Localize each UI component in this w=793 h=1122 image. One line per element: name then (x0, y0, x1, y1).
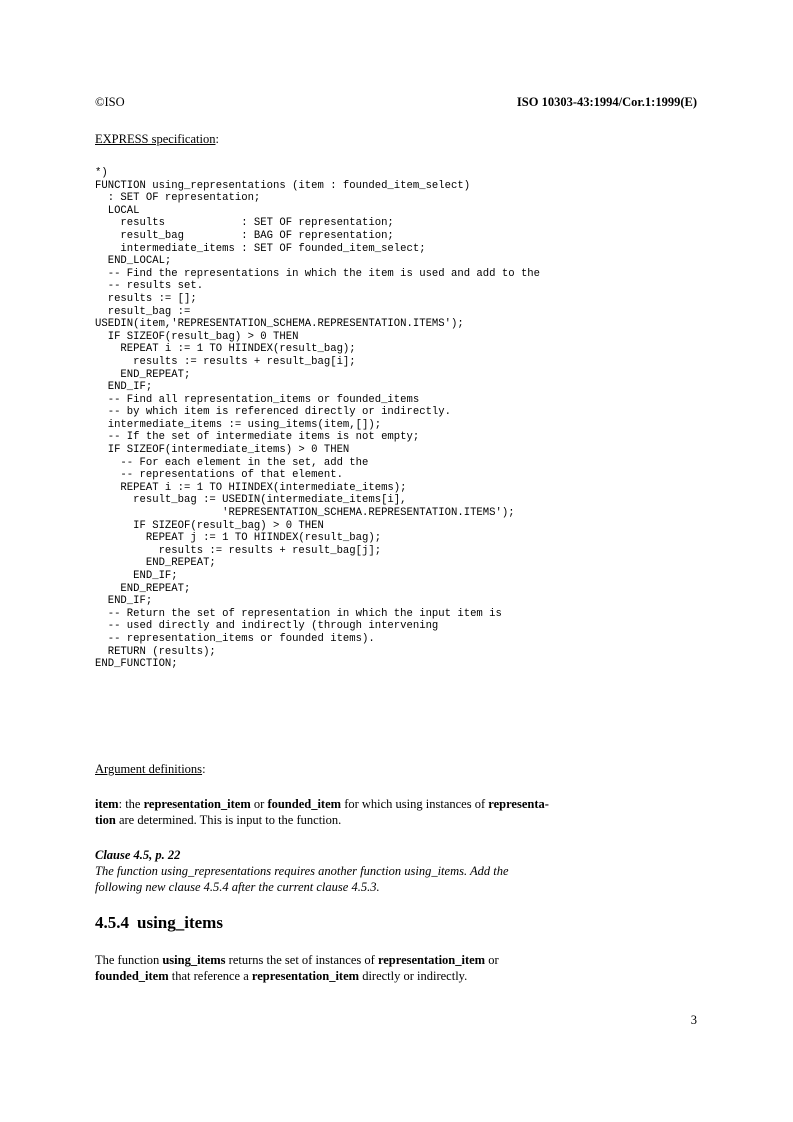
arg-bold-term: founded_item (267, 797, 342, 811)
code-line: : SET OF representation; (95, 192, 261, 205)
argument-definitions-colon: : (202, 762, 206, 776)
code-line: END_IF; (95, 570, 178, 582)
express-spec-colon: : (215, 132, 219, 146)
section-body (95, 952, 695, 984)
arg-bold-term: representation_item (143, 797, 251, 811)
code-line: END_IF; (95, 595, 153, 608)
code-line: -- Return the set of representation in which the input item is (95, 607, 502, 620)
body-bold-term: representation_item (251, 969, 360, 983)
arg-bold-term: tion (95, 813, 116, 827)
code-line: -- by which item is referenced directly or indirectly. (95, 406, 452, 419)
code-line: results := results + result_bag[i]; (95, 355, 356, 368)
code-line: -- representation_items or founded items). (95, 632, 375, 645)
code-line: RETURN (results); (95, 645, 216, 658)
code-line: -- For each element in the set, add the (95, 456, 369, 469)
arg-term: item (95, 797, 119, 811)
arg-text: or (250, 797, 268, 811)
body-bold-term: representation_item (377, 953, 486, 967)
code-line: USEDIN(item,'REPRESENTATION_SCHEMA.REPRESENTATION.ITEMS'); (95, 318, 464, 331)
code-line: -- representations of that element. (95, 469, 343, 482)
code-line: IF SIZEOF(result_bag) > 0 THEN (95, 330, 299, 343)
section-title: using_items (137, 913, 223, 932)
code-line: REPEAT j := 1 TO HIINDEX(result_bag); (95, 532, 382, 545)
express-spec-label-text: EXPRESS specification (95, 132, 216, 146)
code-line: REPEAT i := 1 TO HIINDEX(result_bag); (95, 343, 356, 356)
body-text: directly or indirectly. (359, 969, 468, 983)
code-line: intermediate_items := using_items(item,[]); (95, 418, 382, 431)
argument-definitions-label (95, 762, 206, 777)
code-line: END_REPEAT; (95, 582, 191, 595)
code-line: -- used directly and indirectly (through intervening (95, 620, 439, 633)
code-line: -- Find all representation_items or founded_items (95, 393, 420, 406)
code-line: result_bag : BAG OF representation; (95, 229, 394, 242)
code-line: result_bag := USEDIN(intermediate_items[i], (95, 494, 407, 507)
code-line: IF SIZEOF(intermediate_items) > 0 THEN (95, 444, 350, 457)
clause-note-line: The function using_representations requires another function using_items. Add the (95, 864, 509, 878)
clause-note (95, 863, 695, 895)
code-line: END_FUNCTION; (95, 658, 178, 671)
code-line: END_IF; (95, 381, 153, 394)
argument-definitions-label-text: Argument definitions (95, 762, 203, 776)
express-code-block (95, 167, 540, 671)
clause-reference: Clause 4.5, p. 22 (95, 848, 181, 862)
code-line: -- results set. (95, 280, 204, 293)
code-line: 'REPRESENTATION_SCHEMA.REPRESENTATION.ITEMS'); (95, 507, 515, 520)
code-line: -- If the set of intermediate items is not empty; (95, 431, 420, 444)
body-text: or (485, 953, 499, 967)
code-line: LOCAL (95, 204, 140, 217)
body-text: returns the set of instances of (225, 953, 378, 967)
page-number: 3 (690, 1013, 697, 1027)
code-line: END_REPEAT; (95, 368, 191, 381)
code-line: results := results + result_bag[j]; (95, 544, 382, 557)
code-line: END_REPEAT; (95, 557, 216, 570)
code-line: result_bag := (95, 305, 191, 318)
section-number: 4.5.4 (95, 913, 129, 932)
code-line: results := []; (95, 292, 197, 305)
header-copyright: ©ISO (95, 95, 125, 109)
arg-text: for which using instances of (341, 797, 489, 811)
code-line: intermediate_items : SET OF founded_item_select; (95, 242, 426, 255)
code-line: REPEAT i := 1 TO HIINDEX(intermediate_items); (95, 481, 407, 494)
arg-text: are determined. This is input to the function. (115, 813, 342, 827)
body-bold-term: founded_item (95, 969, 169, 983)
code-line: results : SET OF representation; (95, 217, 394, 230)
body-text: The function (95, 953, 163, 967)
header-standard-id: ISO 10303-43:1994/Cor.1:1999(E) (516, 95, 697, 109)
body-text: that reference a (168, 969, 252, 983)
code-line: -- Find the representations in which the item is used and add to the (95, 267, 541, 280)
code-line: *) (95, 167, 108, 179)
argument-definition-item (95, 796, 695, 828)
section-heading (95, 913, 223, 933)
code-line: END_LOCAL; (95, 255, 172, 268)
clause-note-line: following new clause 4.5.4 after the current clause 4.5.3. (95, 880, 380, 894)
body-bold-term: using_items (162, 953, 226, 967)
arg-bold-term: representa- (488, 797, 549, 811)
express-spec-label (95, 132, 219, 147)
code-line: FUNCTION using_representations (item : founded_item_select) (95, 179, 471, 192)
code-line: IF SIZEOF(result_bag) > 0 THEN (95, 519, 324, 532)
arg-text: : the (118, 797, 144, 811)
